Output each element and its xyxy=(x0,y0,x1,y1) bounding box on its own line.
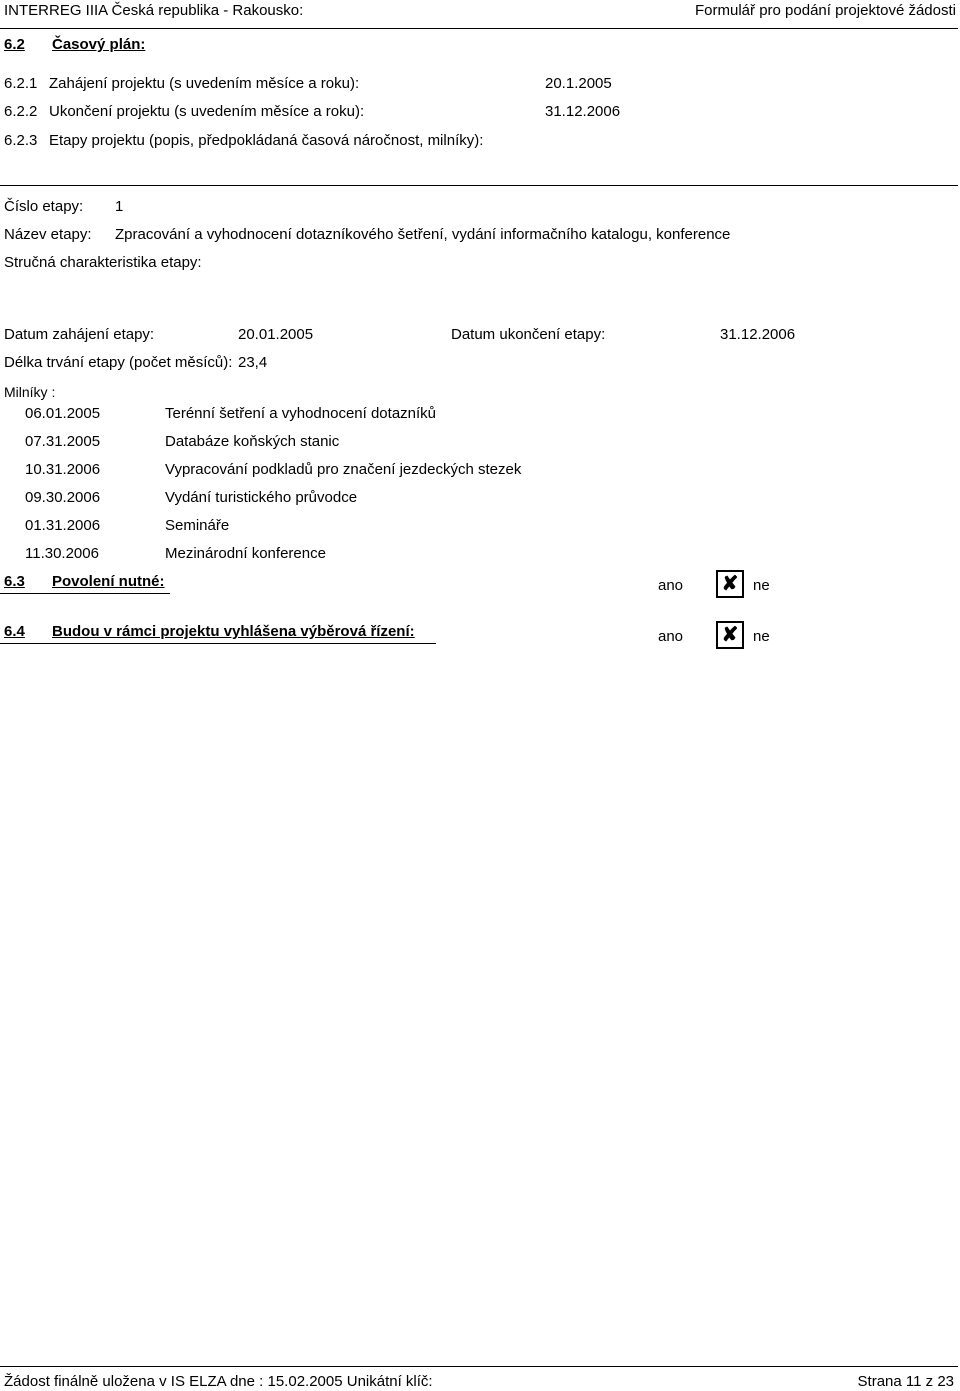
item-6-2-2-value: 31.12.2006 xyxy=(545,103,621,120)
stage-divider xyxy=(0,185,958,186)
stage-end-value: 31.12.2006 xyxy=(720,326,796,343)
stage-number-value: 1 xyxy=(115,198,124,215)
stage-number-label: Číslo etapy: xyxy=(4,198,84,215)
permit-yes-label: ano xyxy=(658,577,684,594)
footer-page-number: Strana 11 z 23 xyxy=(857,1373,954,1390)
tender-yes-checkbox[interactable]: ✘ xyxy=(716,621,744,649)
milestone-text: Databáze koňských stanic xyxy=(165,433,340,450)
item-6-2-2-number: 6.2.2 xyxy=(4,103,38,120)
item-6-2-2-label: Ukončení projektu (s uvedením měsíce a roku): xyxy=(49,103,365,120)
section-6-3-title: Povolení nutné: xyxy=(52,573,165,590)
stage-description-label: Stručná charakteristika etapy: xyxy=(4,254,202,271)
permit-no-label: ne xyxy=(753,577,770,594)
milestone-date: 11.30.2006 xyxy=(25,545,99,562)
milestone-date: 09.30.2006 xyxy=(25,489,101,506)
footer-left: Žádost finálně uložena v IS ELZA dne : 15.02.2005 Unikátní klíč: xyxy=(4,1373,433,1390)
stage-end-label: Datum ukončení etapy: xyxy=(451,326,606,343)
section-6-4-underline xyxy=(0,643,436,644)
stage-start-label: Datum zahájení etapy: xyxy=(4,326,155,343)
milestone-text: Terénní šetření a vyhodnocení dotazníků xyxy=(165,405,437,422)
milestone-date: 10.31.2006 xyxy=(25,461,101,478)
section-6-2-title: Časový plán: xyxy=(52,36,146,53)
milestone-text: Semináře xyxy=(165,517,230,534)
header-right: Formulář pro podání projektové žádosti xyxy=(695,2,956,19)
milestones-label: Milníky : xyxy=(4,384,56,400)
item-6-2-1-value: 20.1.2005 xyxy=(545,75,612,92)
item-6-2-1-label: Zahájení projektu (s uvedením měsíce a roku): xyxy=(49,75,360,92)
item-6-2-1-number: 6.2.1 xyxy=(4,75,38,92)
stage-duration-label: Délka trvání etapy (počet měsíců): xyxy=(4,354,233,371)
item-6-2-3-number: 6.2.3 xyxy=(4,132,38,149)
milestone-text: Vydání turistického průvodce xyxy=(165,489,358,506)
stage-name-label: Název etapy: xyxy=(4,226,92,243)
milestone-date: 07.31.2005 xyxy=(25,433,101,450)
stage-duration-value: 23,4 xyxy=(238,354,268,371)
item-6-2-3-label: Etapy projektu (popis, předpokládaná časová náročnost, milníky): xyxy=(49,132,484,149)
stage-start-value: 20.01.2005 xyxy=(238,326,314,343)
milestone-text: Vypracování podkladů pro značení jezdeckých stezek xyxy=(165,461,522,478)
section-6-3-underline xyxy=(0,593,170,594)
header-divider xyxy=(0,28,958,29)
tender-no-label: ne xyxy=(753,628,770,645)
footer-divider xyxy=(0,1366,958,1367)
section-6-2-number: 6.2 xyxy=(4,36,25,53)
section-6-4-title: Budou v rámci projektu vyhlášena výběrová řízení: xyxy=(52,623,415,640)
stage-name-value: Zpracování a vyhodnocení dotazníkového šetření, vydání informačního katalogu, konference xyxy=(115,226,731,243)
section-6-3-number: 6.3 xyxy=(4,573,25,590)
tender-yes-label: ano xyxy=(658,628,684,645)
milestone-date: 01.31.2006 xyxy=(25,517,101,534)
milestone-text: Mezinárodní konference xyxy=(165,545,326,562)
header-left: INTERREG IIIA Česká republika - Rakousko: xyxy=(4,2,304,19)
section-6-4-number: 6.4 xyxy=(4,623,25,640)
permit-yes-checkbox[interactable]: ✘ xyxy=(716,570,744,598)
milestone-date: 06.01.2005 xyxy=(25,405,101,422)
